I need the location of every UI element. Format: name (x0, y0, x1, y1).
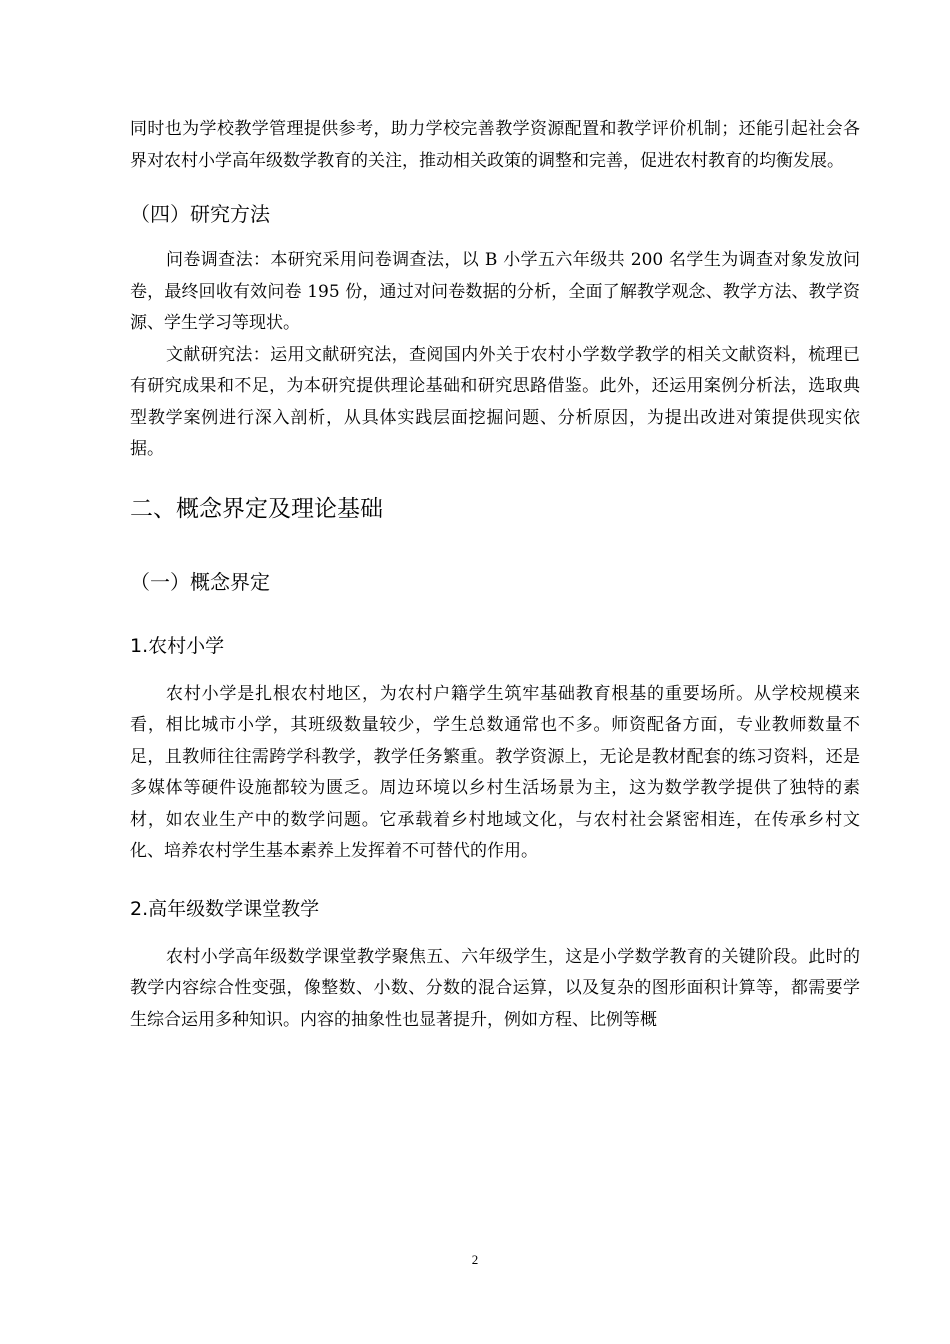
paragraph-questionnaire-method: 问卷调查法：本研究采用问卷调查法，以 B 小学五六年级共 200 名学生为调查对象发放问卷，最终回收有效问卷 195 份，通过对问卷数据的分析，全面了解教学观念、教学方法、教学资源、学生学习等现状。 (130, 250, 860, 333)
heading-research-methods: （四）研究方法 (130, 202, 270, 226)
heading-upper-grade-math: 2.高年级数学课堂教学 (130, 897, 320, 920)
heading-chapter-two: 二、概念界定及理论基础 (130, 495, 383, 522)
heading-concept-definition: （一）概念界定 (130, 569, 270, 594)
page-number: 2 (471, 1252, 479, 1267)
paragraph-rural-primary-school: 农村小学是扎根农村地区，为农村户籍学生筑牢基础教育根基的重要场所。从学校规模来看，相比城市小学，其班级数量较少，学生总数通常也不多。师资配备方面，专业教师数量不足，且教师往往需跨学科教学，教学任务繁重。教学资源上，无论是教材配套的练习资料，还是多媒体等硬件设施都较为匮乏。周边环境以乡村生活场景为主，这为数学教学提供了独特的素材，如农业生产中的数学问题。它承载着乡村地域文化，与农村社会紧密相连，在传承乡村文化、培养农村学生基本素养上发挥着不可替代的作用。 (130, 683, 860, 861)
page-content (130, 114, 860, 1036)
paragraph-upper-grade-math: 农村小学高年级数学课堂教学聚焦五、六年级学生，这是小学数学教育的关键阶段。此时的教学内容综合性变强，像整数、小数、分数的混合运算，以及复杂的图形面积计算等，都需要学生综合运用多种知识。内容的抽象性也显著提升，例如方程、比例等概 (130, 946, 860, 1030)
heading-rural-primary-school: 1.农村小学 (130, 634, 225, 657)
paragraph-literature-method: 文献研究法：运用文献研究法，查阅国内外关于农村小学数学教学的相关文献资料，梳理已有研究成果和不足，为本研究提供理论基础和研究思路借鉴。此外，还运用案例分析法，选取典型教学案例进行深入剖析，从具体实践层面挖掘问题、分析原因，为提出改进对策提供现实依据。 (130, 344, 860, 459)
paragraph-research-significance-end: 同时也为学校教学管理提供参考，助力学校完善教学资源配置和教学评价机制；还能引起社会各界对农村小学高年级数学教育的关注，推动相关政策的调整和完善，促进农村教育的均衡发展。 (130, 119, 860, 171)
